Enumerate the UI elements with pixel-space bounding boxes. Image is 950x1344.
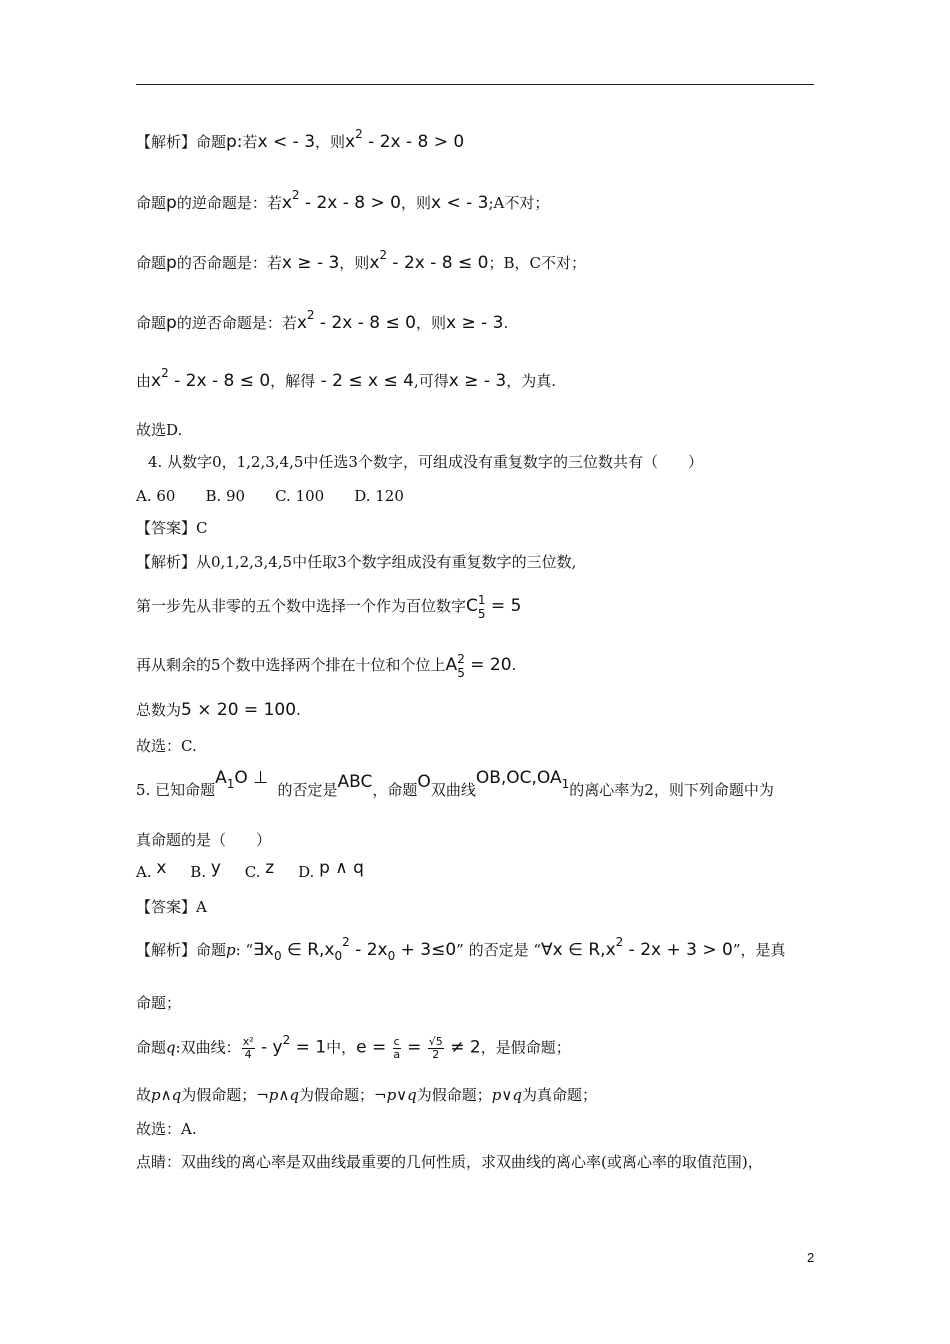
math: x < - 3 xyxy=(257,132,316,152)
math-sub: 1 xyxy=(561,777,570,791)
math-scripts xyxy=(457,652,465,680)
analysis-line: 【解析】从0,1,2,3,4,5中任取3个数字组成没有重复数字的三位数, xyxy=(136,553,577,571)
math: x xyxy=(151,371,162,391)
math-sup: 2 xyxy=(457,652,465,666)
math: = xyxy=(401,1037,427,1058)
math: O ⊥ xyxy=(234,768,268,788)
text: 中， xyxy=(326,1038,357,1057)
math: C xyxy=(466,596,478,616)
math: - 2x - 8 > 0 xyxy=(299,193,401,213)
text: 命题 xyxy=(136,254,167,272)
math: ≠ 2 xyxy=(444,1037,481,1058)
answer-line: 【答案】C xyxy=(136,519,208,537)
question-5 xyxy=(136,768,774,801)
analysis-line: 故选：A. xyxy=(136,1120,197,1138)
text: D. xyxy=(298,863,315,881)
answer-line: 【答案】A xyxy=(136,898,207,916)
math: x < - 3 xyxy=(431,193,489,213)
text: . xyxy=(503,314,509,332)
text: 的否命题是：若 xyxy=(176,254,282,272)
math: ∀x ∈ R,x xyxy=(541,940,616,960)
math: x ≥ - 3 xyxy=(446,313,504,333)
math: x xyxy=(345,132,356,152)
math: p xyxy=(166,193,177,213)
analysis-line: 故选D. xyxy=(136,421,183,439)
text: 的离心率为2，则下列命题中为 xyxy=(569,781,774,799)
text: ，则 xyxy=(315,133,346,151)
fraction-den: 4 xyxy=(244,1048,252,1061)
math: ¬p∨q xyxy=(374,1086,417,1104)
math: x xyxy=(156,858,167,878)
text: ；B，C不对； xyxy=(488,254,586,272)
math: - 2x + 3 > 0 xyxy=(623,940,733,960)
text: 命题 xyxy=(136,194,167,212)
text: 为假命题； xyxy=(298,1086,374,1104)
question-5-options xyxy=(136,858,364,882)
text: 5. 已知命题 xyxy=(136,781,216,799)
math: A xyxy=(445,655,458,675)
math-sup: 2 xyxy=(342,935,350,949)
analysis-line xyxy=(136,248,586,274)
math: - 2x - 8 ≤ 0 xyxy=(387,253,489,273)
math: ∃x xyxy=(253,940,274,960)
math: p xyxy=(226,941,236,959)
math: q xyxy=(166,1038,176,1057)
analysis-line xyxy=(136,652,517,680)
text: : “ xyxy=(235,941,254,959)
text: 由 xyxy=(136,372,152,390)
math: OB,OC,OA xyxy=(475,768,562,788)
math-sup: 2 xyxy=(615,935,624,949)
text: 【解析】命题 xyxy=(136,941,227,959)
math-sup: 2 xyxy=(379,248,388,262)
text: 命题 xyxy=(136,314,167,332)
fraction-num: x² xyxy=(242,1035,254,1048)
math-sup: 1 xyxy=(477,593,486,607)
text: ，是假命题； xyxy=(480,1038,571,1057)
text: . xyxy=(296,701,301,719)
analysis-line: 故选：C. xyxy=(136,737,197,755)
text: ，则 xyxy=(400,194,431,212)
math-sub: 0 xyxy=(273,949,282,963)
math: p xyxy=(166,253,177,273)
math: z xyxy=(265,858,275,878)
math: O xyxy=(417,772,431,792)
math: ∈ R,x xyxy=(281,940,335,960)
text: 总数为 xyxy=(136,701,182,719)
text: ” 的否定是 “ xyxy=(456,941,542,959)
analysis-line xyxy=(136,700,301,720)
fraction xyxy=(393,1036,401,1061)
text: 故 xyxy=(136,1086,152,1104)
analysis-line xyxy=(136,593,522,621)
math: 5 × 20 = 100 xyxy=(181,700,297,720)
text: :双曲线： xyxy=(175,1038,241,1057)
math: - y xyxy=(255,1037,283,1058)
analysis-line: 命题； xyxy=(136,994,182,1012)
math-sup: 2 xyxy=(306,308,315,322)
question-4-options: A. 60 B. 90 C. 100 D. 120 xyxy=(136,487,404,505)
math: p ∧ q xyxy=(319,858,364,878)
math: A xyxy=(215,768,227,788)
text: 为假命题； xyxy=(416,1086,492,1104)
text: 为假命题； xyxy=(181,1086,257,1104)
text: C. xyxy=(244,863,261,881)
math-scripts xyxy=(477,593,486,621)
math: - 2x xyxy=(349,940,388,960)
fraction xyxy=(242,1036,255,1061)
math-sub: 5 xyxy=(477,607,486,621)
text: ,可得 xyxy=(413,372,449,390)
text: ，为真. xyxy=(506,372,556,390)
fraction xyxy=(428,1036,444,1061)
text: ，解得 xyxy=(270,372,316,390)
analysis-line xyxy=(136,935,786,963)
math-sub: 1 xyxy=(226,777,235,791)
math: - 2 ≤ x ≤ 4 xyxy=(315,371,414,391)
fraction-num: c xyxy=(393,1035,400,1048)
analysis-line xyxy=(136,308,509,334)
text: 的否定是 xyxy=(277,781,338,799)
question-4: 4. 从数字0，1,2,3,4,5中任选3个数字，可组成没有重复数字的三位数共有（ ） xyxy=(148,453,703,471)
text: 双曲线 xyxy=(430,781,476,799)
header-rule xyxy=(136,84,814,85)
text: 的逆否命题是：若 xyxy=(176,314,297,332)
text: 再从剩余的5个数中选择两个排在十位和个位上 xyxy=(136,656,446,674)
fraction-num: √5 xyxy=(428,1035,443,1048)
analysis-line xyxy=(136,1032,571,1061)
math: p∧q xyxy=(151,1086,182,1104)
math-sub: 5 xyxy=(457,666,465,680)
math: = 5 xyxy=(485,596,522,616)
math: p: xyxy=(226,132,243,152)
analysis-line xyxy=(136,1085,597,1105)
text: 第一步先从非零的五个数中选择一个作为百位数字 xyxy=(136,597,467,615)
math: x xyxy=(296,313,307,333)
text: ，则 xyxy=(339,254,370,272)
math: x xyxy=(281,193,292,213)
text: ”，是真 xyxy=(732,941,786,959)
math-sup: 2 xyxy=(161,366,169,380)
fraction-den: 2 xyxy=(432,1048,440,1061)
text: ，则 xyxy=(415,314,446,332)
math: = 20 xyxy=(464,655,512,675)
text: ，命题 xyxy=(372,781,418,799)
math: - 2x - 8 ≤ 0 xyxy=(168,371,271,391)
analysis-line: 点睛：双曲线的离心率是双曲线最重要的几何性质，求双曲线的离心率(或离心率的取值范围)， xyxy=(136,1153,763,1171)
fraction-den: a xyxy=(393,1048,401,1061)
text: 若 xyxy=(242,133,258,151)
text: 命题 xyxy=(136,1038,167,1057)
analysis-line xyxy=(136,127,465,153)
math: p∨q xyxy=(491,1086,522,1104)
math: x ≥ - 3 xyxy=(281,253,340,273)
math-sub: 0 xyxy=(387,949,396,963)
page-number: 2 xyxy=(807,1250,815,1265)
math: - 2x - 8 > 0 xyxy=(362,132,465,152)
text: A. xyxy=(136,863,152,881)
text: 的逆命题是：若 xyxy=(176,194,282,212)
math: ABC xyxy=(337,772,373,792)
math: e = xyxy=(356,1037,392,1058)
math: + 3≤0 xyxy=(395,940,457,960)
text: B. xyxy=(190,863,207,881)
math-sup: 2 xyxy=(282,1032,291,1047)
math: = 1 xyxy=(290,1037,327,1058)
math-sub: 0 xyxy=(334,949,343,963)
analysis-line xyxy=(136,188,550,214)
text: 为真命题； xyxy=(521,1086,597,1104)
math: x ≥ - 3 xyxy=(448,371,507,391)
math: ¬p∧q xyxy=(256,1086,299,1104)
question-5-cont: 真命题的是（ ） xyxy=(136,831,272,849)
math-sup: 2 xyxy=(355,127,363,141)
text: 【解析】命题 xyxy=(136,133,227,151)
math: - 2x - 8 ≤ 0 xyxy=(314,313,416,333)
math: p xyxy=(166,313,177,333)
math: y xyxy=(210,858,221,878)
math: x xyxy=(369,253,380,273)
text: . xyxy=(511,656,517,674)
math-sup: 2 xyxy=(291,188,300,202)
text: ;A不对； xyxy=(488,194,550,212)
analysis-line xyxy=(136,366,556,392)
